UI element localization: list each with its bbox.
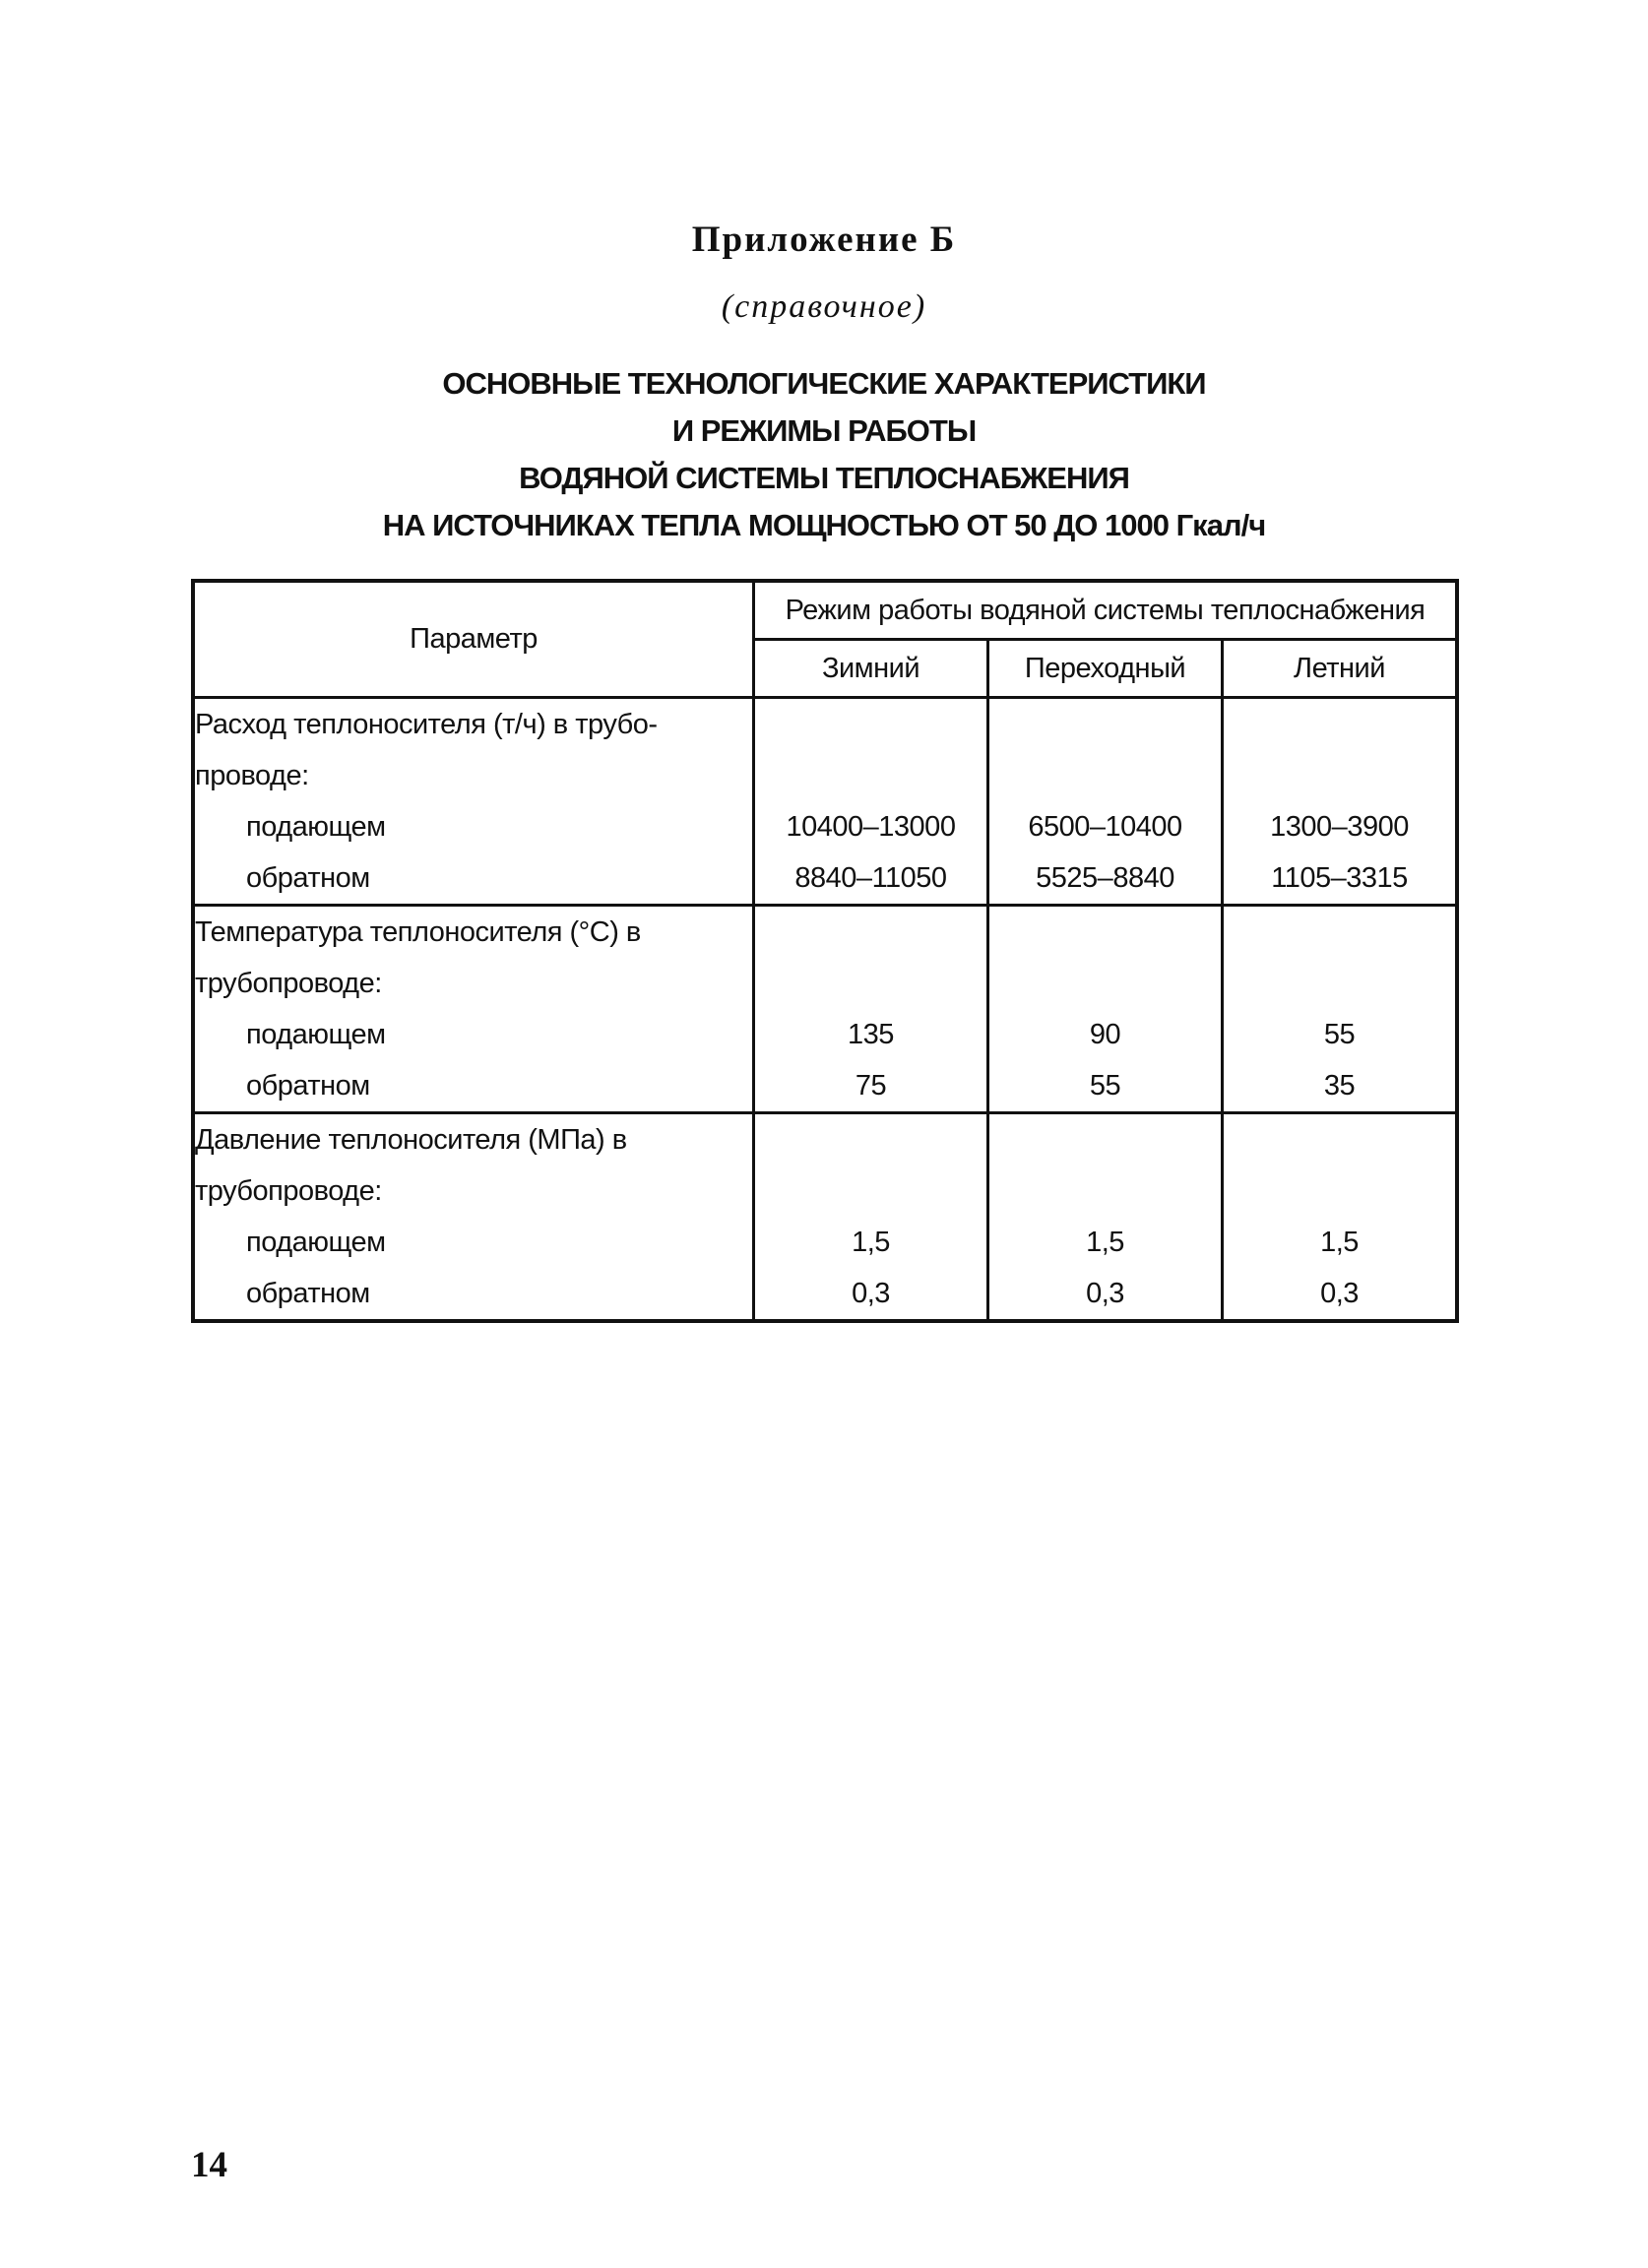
param-title-line-1: Давление теплоносителя (МПа) в (195, 1124, 627, 1156)
season-header-winter: Зимний (754, 640, 988, 698)
table-group-flow (193, 698, 1457, 906)
return-value: 55 (1089, 1070, 1121, 1102)
supply-value: 6500–10400 (1028, 811, 1182, 843)
summer-values (1223, 1113, 1458, 1322)
appendix-subtitle: (справочное) (721, 288, 927, 325)
return-value: 8840–11050 (794, 862, 947, 894)
winter-values (754, 1113, 988, 1322)
return-value: 0,3 (1320, 1278, 1359, 1309)
heading-line-2: И РЕЖИМЫ РАБОТЫ (671, 413, 977, 448)
table-row (193, 1113, 1457, 1322)
operating-modes-table (191, 579, 1459, 1323)
return-value: 75 (855, 1070, 887, 1102)
supply-value: 1300–3900 (1270, 811, 1409, 843)
heading-line-4: НА ИСТОЧНИКАХ ТЕПЛА МОЩНОСТЬЮ ОТ 50 ДО 1000 Гкал/ч (382, 508, 1266, 542)
param-title-line-2: трубопроводе: (195, 968, 382, 999)
return-value: 35 (1323, 1070, 1356, 1102)
season-header-transitional: Переходный (988, 640, 1223, 698)
table-group-temperature (193, 906, 1457, 1113)
supply-value: 1,5 (852, 1227, 890, 1258)
mode-column-header: Режим работы водяной системы теплоснабжения (754, 581, 1458, 640)
appendix-title: Приложение Б (691, 220, 957, 260)
param-title-line-2: проводе: (195, 760, 309, 791)
param-cell (193, 698, 754, 906)
supply-value: 135 (848, 1019, 894, 1050)
transitional-values (988, 906, 1223, 1113)
return-label: обратном (246, 1070, 370, 1102)
supply-value: 90 (1089, 1019, 1121, 1050)
transitional-values (988, 1113, 1223, 1322)
supply-label: подающем (246, 1227, 386, 1258)
transitional-values (988, 698, 1223, 906)
supply-value: 1,5 (1320, 1227, 1359, 1258)
param-column-header: Параметр (193, 581, 754, 698)
supply-value: 1,5 (1086, 1227, 1124, 1258)
return-label: обратном (246, 1278, 370, 1309)
param-title-line-2: трубопроводе: (195, 1175, 382, 1207)
return-value: 0,3 (852, 1278, 890, 1309)
return-value: 0,3 (1086, 1278, 1124, 1309)
supply-value: 55 (1323, 1019, 1356, 1050)
supply-value: 10400–13000 (786, 811, 956, 843)
heading-line-1: ОСНОВНЫЕ ТЕХНОЛОГИЧЕСКИЕ ХАРАКТЕРИСТИКИ (442, 366, 1206, 401)
summer-values (1223, 906, 1458, 1113)
heading-line-3: ВОДЯНОЙ СИСТЕМЫ ТЕПЛОСНАБЖЕНИЯ (519, 461, 1129, 495)
table-group-pressure (193, 1113, 1457, 1322)
page-number: 14 (191, 2145, 227, 2185)
document-heading (0, 360, 1648, 549)
return-value: 1105–3315 (1271, 862, 1408, 894)
return-value: 5525–8840 (1036, 862, 1174, 894)
winter-values (754, 906, 988, 1113)
param-title-line-1: Температура теплоносителя (°С) в (195, 916, 641, 948)
param-cell (193, 1113, 754, 1322)
winter-values (754, 698, 988, 906)
table-row (193, 698, 1457, 906)
summer-values (1223, 698, 1458, 906)
season-header-summer: Летний (1223, 640, 1458, 698)
return-label: обратном (246, 862, 370, 894)
param-cell (193, 906, 754, 1113)
param-title-line-1: Расход теплоносителя (т/ч) в трубо- (195, 709, 658, 740)
supply-label: подающем (246, 1019, 386, 1050)
table-row (193, 906, 1457, 1113)
supply-label: подающем (246, 811, 386, 843)
